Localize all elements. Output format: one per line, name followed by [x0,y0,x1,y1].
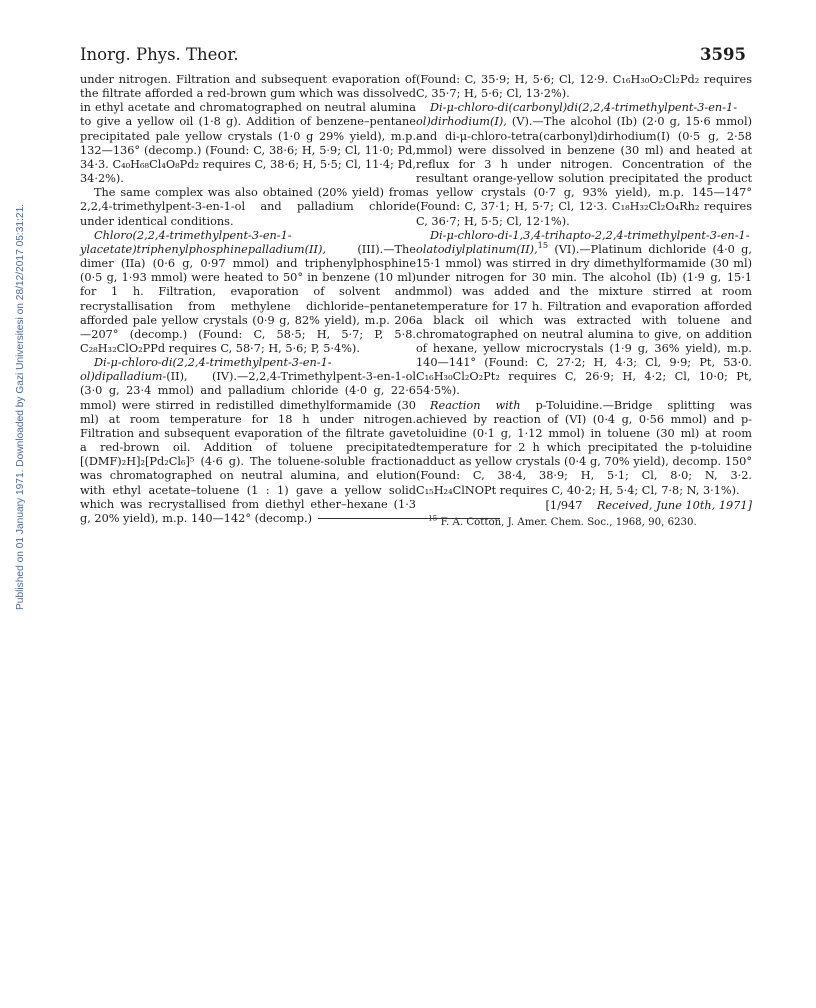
section-heading-compound: p-Toluidine. [535,398,603,412]
paragraph-body: —Bridge splitting was achieved by reaction of (VI) (0·4 g, 0·56 mmol) and p-toluidine (0·1 g, 1·12 mmol) in toluene (30 ml) at room temperature for 2 h which precipitated the p-toluidine adduct as yellow crystals (0·4 g, 70% yield), decomp. 150° (Found: C, 38·4, 38·9; H, 5·1; Cl, 8·0; N, 3·2. C₁₅H₂₄ClNOPt requires C, 40·2; H, 5·4; Cl, 7·8; N, 3·1%). [416,398,752,497]
download-stamp-text: Published on 01 January 1971. Downloaded by Gazi Universitesi on 28/12/2017 05:31:21. [15,203,26,610]
paragraph [416,229,752,399]
paragraph: under nitrogen. Filtration and subsequent evaporation of the filtrate afforded a red-brown gum which was dissolved in ethyl acetate and chromatographed on neutral alumina to give a yellow oil (1·8 g). Addition of benzene–pentane precipitated pale yellow crystals (1·0 g 29% yield), m.p. 132—136° (decomp.) (Found: C, 38·6; H, 5·9; Cl, 11·0; Pd, 34·3. C₄₀H₆₈Cl₄O₈Pd₂ requires C, 38·6; H, 5·5; Cl, 11·4; Pd, 34·2%). [80,73,416,186]
paragraph [80,229,416,356]
paragraph: (Found: C, 35·9; H, 5·6; Cl, 12·9. C₁₆H₃₀O₂Cl₂Pd₂ requires C, 35·7; H, 5·6; Cl, 13·2%). [416,73,752,101]
footnote-number: 15 [428,513,438,523]
paragraph-body: (V).—The alcohol (Ib) (2·0 g, 15·6 mmol) and di-μ-chloro-tetra(carbonyl)dirhodium(I) (0·5 g, 2·58 mmol) were dissolved in benzene (30 ml) and heated at reflux for 3 h under nitrogen. Concentration of the resultant orange-yellow solution precipitated the product as yellow crystals (0·7 g, 93% yield), m.p. 145—147° (Found: C, 37·1; H, 5·7; Cl, 12·3. C₁₈H₃₂Cl₂O₄Rh₂ requires C, 36·7; H, 5·5; Cl, 12·1%). [416,115,752,228]
compound-name: Di-μ-chloro-di(carbonyl)di(2,2,4-trimethylpent-3-en-1-ol)dirhodium(I), [416,101,738,129]
footnote-text: F. A. Cotton, J. Amer. Chem. Soc., 1968, 90, 6230. [437,516,697,528]
journal-header: Inorg. Phys. Theor. [80,45,239,64]
received-line [416,499,752,513]
paragraph [80,356,416,526]
page-number: 3595 [700,45,746,64]
download-stamp [3,190,26,610]
paragraph-body: (III).—The dimer (IIa) (0·6 g, 0·97 mmol) and triphenylphosphine (0·5 g, 1·93 mmol) were heated to 50° in benzene (10 ml) for 1 h. Filtration, evaporation of solvent and recrystallisation from methylene dichloride–pentane afforded pale yellow crystals (0·9 g, 82% yield), m.p. 206—207° (decomp.) (Found: C, 58·5; H, 5·7; P, 5·8. C₂₈H₃₂ClO₂PPd requires C, 58·7; H, 5·6; P, 5·4%). [80,242,416,355]
paragraph [416,101,752,228]
compound-name: Di-μ-chloro-di(2,2,4-trimethylpent-3-en-1-ol)dipalladium- [80,356,332,384]
right-column [416,73,752,530]
end-rule [318,518,500,519]
manuscript-number: [1/947 [545,498,583,512]
paragraph-body: (II), (IV).—2,2,4-Trimethylpent-3-en-1-ol (3·0 g, 23·4 mmol) and palladium chloride (4·0 g, 22·6 mmol) were stirred in redistilled dimethylformamide (30 ml) at room temperature for 18 h under nitrogen. Filtration and subsequent evaporation of the filtrate gave a red-brown oil. Addition of toluene precipitated [(DMF)₂H]₂[Pd₂Cl₆]⁵ (4·6 g). The toluene-soluble fraction was chromatographed on neutral alumina, and elution with ethyl acetate–toluene (1 : 1) gave a yellow solid which was recrystallised from diethyl ether–hexane (1·3 g, 20% yield), m.p. 140—142° (decomp.) [80,370,416,525]
compound-name: Di-μ-chloro-di-1,3,4-trihapto-2,2,4-trimethylpent-3-en-1-olatodiylplatinum(II), [416,228,750,256]
paragraph-body: (VI).—Platinum dichloride (4·0 g, 15·1 mmol) was stirred in dry dimethylformamide (30 ml) under nitrogen for 30 min. The alcohol (Ib) (1·9 g, 15·1 mmol) was added and the mixture stirred at room temperature for 17 h. Filtration and evaporation afforded a black oil which was extracted with toluene and chromatographed on neutral alumina to give, on addition of hexane, yellow microcrystals (1·9 g, 36% yield), m.p. 140—141° (Found: C, 27·2; H, 4·3; Cl, 9·9; Pt, 53·0. C₁₆H₃₀Cl₂O₂Pt₂ requires C, 26·9; H, 4·2; Cl, 10·0; Pt, 54·5%). [416,242,752,398]
received-date: Received, June 10th, 1971] [596,498,752,512]
left-column [80,73,416,526]
compound-name: Chloro(2,2,4-trimethylpent-3-en-1-ylacetate)triphenylphosphinepalladium(II), [80,228,326,256]
section-heading: Reaction with [430,398,536,412]
paragraph: The same complex was also obtained (20% yield) from 2,2,4-trimethylpent-3-en-1-ol and palladium chloride under identical conditions. [80,186,416,228]
reference-marker: 15 [537,240,549,251]
paragraph [416,399,752,498]
